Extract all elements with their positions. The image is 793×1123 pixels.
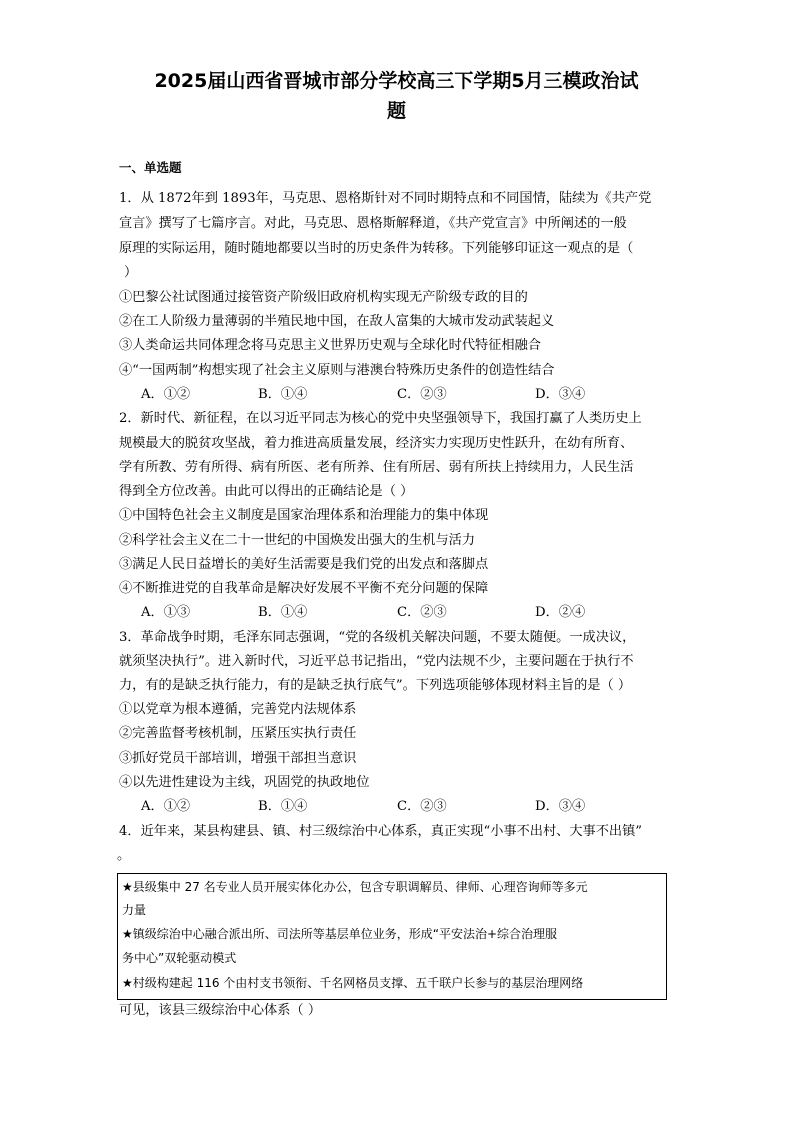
q3-options xyxy=(141,796,661,818)
box-line-1: ★县级集中 27 名专业人员开展实体化办公，包含专职调解员、律师、心理咨询师等多元 xyxy=(122,880,588,894)
q1-item-3: ③人类命运共同体理念将马克思主义世界历史观与全球化时代特征相融合 xyxy=(119,338,541,353)
q2-item-1: ①中国特色社会主义制度是国家治理体系和治理能力的集中体现 xyxy=(119,508,489,523)
q2-option-b[interactable]: B．①④ xyxy=(258,605,308,620)
q2-option-d[interactable]: D．②④ xyxy=(535,605,586,620)
q1-line-4: ） xyxy=(124,265,138,280)
q3-line-3: 力，有的是缺乏执行能力，有的是缺乏执行底气”。下列选项能够体现材料主旨的是（ ） xyxy=(119,678,632,693)
q1-option-d[interactable]: D．③④ xyxy=(535,387,586,402)
box-line-4: 务中心”双轮驱动模式 xyxy=(122,951,237,965)
q1-option-b[interactable]: B．①④ xyxy=(258,387,308,402)
q2-option-c[interactable]: C．②③ xyxy=(397,605,447,620)
material-box xyxy=(117,873,667,1000)
q2-options xyxy=(141,602,661,624)
q3-item-1: ①以党章为根本遵循，完善党内法规体系 xyxy=(119,702,357,717)
q3-item-3: ③抓好党员干部培训，增强干部担当意识 xyxy=(119,751,357,766)
box-line-5: ★村级构建起 116 个由村支书领衔、千名网格员支撑、五千联户长参与的基层治理网络 xyxy=(122,976,584,990)
q1-item-4: ④“一国两制”构想实现了社会主义原则与港澳台特殊历史条件的创造性结合 xyxy=(119,363,555,378)
q2-line-2: 规模最大的脱贫攻坚战，着力推进高质量发展，经济实力实现历史性跃升，在幼有所育、 xyxy=(119,436,634,451)
q3-line-2: 就须坚决执行”。进入新时代，习近平总书记指出，“党内法规不少，主要问题在于执行不 xyxy=(119,654,634,669)
q1-item-1: ①巴黎公社试图通过接管资产阶级旧政府机构实现无产阶级专政的目的 xyxy=(119,290,528,305)
q3-line-1: 3．革命战争时期，毛泽东同志强调，“党的各级机关解决问题，不要太随便。一成决议， xyxy=(119,630,636,645)
q1-option-a[interactable]: A．①② xyxy=(141,387,191,402)
q3-option-a[interactable]: A．①② xyxy=(141,799,191,814)
q1-line-3: 原理的实际运用，随时随地都要以当时的历史条件为转移。下列能够印证这一观点的是（ xyxy=(119,241,634,256)
q2-line-4: 得到全方位改善。由此可以得出的正确结论是（ ） xyxy=(119,484,414,499)
q3-item-4: ④以先进性建设为主线，巩固党的执政地位 xyxy=(119,775,370,790)
q2-item-2: ②科学社会主义在二十一世纪的中国焕发出强大的生机与活力 xyxy=(119,533,476,548)
title-line-2: 题 xyxy=(386,100,406,122)
q2-option-a[interactable]: A．①③ xyxy=(141,605,191,620)
document-title xyxy=(100,66,693,126)
q2-line-1: 2．新时代、新征程，在以习近平同志为核心的党中央坚强领导下，我国打赢了人类历史上 xyxy=(119,411,642,426)
box-line-2: 力量 xyxy=(122,903,147,917)
q4-line-2: 。 xyxy=(117,848,131,863)
title-line-1: 2025届山西省晋城市部分学校高三下学期5月三模政治试 xyxy=(154,70,639,92)
section-heading: 一、单选题 xyxy=(119,160,182,175)
q3-item-2: ②完善监督考核机制，压紧压实执行责任 xyxy=(119,726,357,741)
q1-option-c[interactable]: C．②③ xyxy=(397,387,447,402)
q1-line-2: 宣言》撰写了七篇序言。对此，马克思、恩格斯解释道，《共产党宣言》中所阐述的一般 xyxy=(119,216,627,231)
q1-line-1: 1．从 1872年到 1893年，马克思、恩格斯针对不同时期特点和不同国情，陆续为《共产党 xyxy=(119,191,652,206)
q2-item-4: ④不断推进党的自我革命是解决好发展不平衡不充分问题的保障 xyxy=(119,581,489,596)
q3-option-b[interactable]: B．①④ xyxy=(258,799,308,814)
q3-option-c[interactable]: C．②③ xyxy=(397,799,447,814)
q4-tail: 可见，该县三级综治中心体系（ ） xyxy=(119,1003,322,1018)
q2-item-3: ③满足人民日益增长的美好生活需要是我们党的出发点和落脚点 xyxy=(119,557,489,572)
q3-option-d[interactable]: D．③④ xyxy=(535,799,586,814)
q2-line-3: 学有所教、劳有所得、病有所医、老有所养、住有所居、弱有所扶上持续用力，人民生活 xyxy=(119,460,634,475)
q1-options xyxy=(141,384,661,406)
q1-item-2: ②在工人阶级力量薄弱的半殖民地中国，在敌人富集的大城市发动武装起义 xyxy=(119,314,555,329)
box-line-3: ★镇级综治中心融合派出所、司法所等基层单位业务，形成“平安法治+综合治理服 xyxy=(122,927,558,941)
q4-line-1: 4．近年来，某县构建县、镇、村三级综治中心体系，真正实现“小事不出村、大事不出镇” xyxy=(119,824,642,839)
